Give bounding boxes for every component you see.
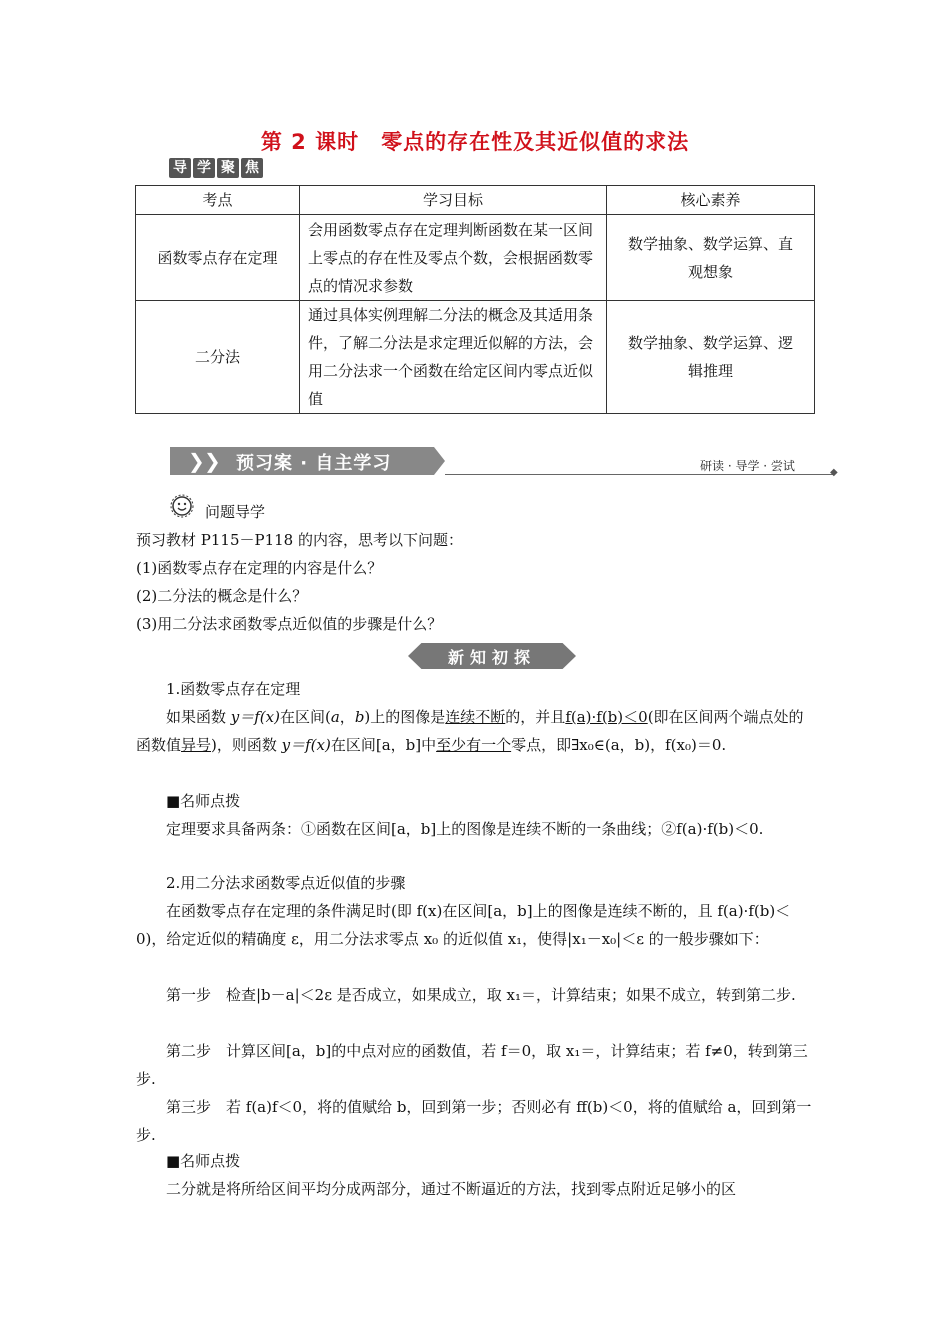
tip-heading: ■名师点拨 bbox=[166, 1152, 241, 1170]
blank-answer: 至少有一个 bbox=[436, 736, 512, 754]
blank-answer: 异号 bbox=[181, 736, 212, 754]
badge-char: 学 bbox=[193, 158, 215, 178]
table-cell-goal: 会用函数零点存在定理判断函数在某一区间上零点的存在性及零点个数，会根据函数零点的情况求参数 bbox=[300, 215, 607, 301]
new-knowledge-badge bbox=[408, 643, 576, 669]
text-run: ， bbox=[339, 708, 355, 726]
tip-text: 二分就是将所给区间平均分成两部分，通过不断逼近的方法，找到零点附近足够小的区 bbox=[166, 1180, 737, 1198]
badge-label: 新知初探 bbox=[447, 648, 536, 667]
table-row bbox=[136, 301, 815, 414]
question-item: (2)二分法的概念是什么？ bbox=[136, 587, 308, 605]
section-badge bbox=[169, 158, 263, 178]
question-item: (1)函数零点存在定理的内容是什么？ bbox=[136, 559, 383, 577]
banner-title: 预习案 · 自主学习 bbox=[236, 453, 392, 474]
tip-heading: ■名师点拨 bbox=[166, 792, 241, 810]
table-header: 核心素养 bbox=[607, 186, 815, 215]
question-item: (3)用二分法求函数零点近似值的步骤是什么？ bbox=[136, 615, 443, 633]
math-run: a bbox=[330, 708, 340, 726]
badge-char: 焦 bbox=[241, 158, 263, 178]
page-title: 第 2 课时 零点的存在性及其近似值的求法 bbox=[260, 130, 690, 154]
step-item: 第二步 计算区间[a，b]的中点对应的函数值，若 f＝0，取 x₁＝，计算结束；若 f≠0，转到第三步. bbox=[136, 1042, 808, 1088]
math-run: y＝f(x) bbox=[281, 736, 331, 754]
table-row bbox=[136, 215, 815, 301]
text-run: )上的图像是 bbox=[364, 708, 446, 726]
step-item: 第三步 若 f(a)f＜0，将的值赋给 b，回到第一步；否则必有 ff(b)＜0，将的值赋给 a，回到第一步. bbox=[136, 1098, 812, 1144]
text-run: 在区间( bbox=[279, 708, 331, 726]
section-heading: 2.用二分法求函数零点近似值的步骤 bbox=[166, 874, 406, 892]
chevron-right-icon: ❯ bbox=[204, 449, 221, 473]
table-header: 学习目标 bbox=[300, 186, 607, 215]
table-cell-topic: 函数零点存在定理 bbox=[136, 215, 300, 301]
steps-intro: 在函数零点存在定理的条件满足时(即 f(x)在区间[a，b]上的图像是连续不断的，且 f(a)·f(b)＜0)，给定近似的精确度 ε，用二分法求零点 x₀ 的近似值 x₁，使得|x₁－x₀|＜ε 的一般步骤如下： bbox=[136, 902, 791, 948]
step-item: 第一步 检查|b－a|＜2ε 是否成立，如果成立，取 x₁＝，计算结束；如果不成立，转到第二步. bbox=[166, 986, 796, 1004]
diamond-icon: ◆ bbox=[830, 467, 838, 478]
theorem-paragraph bbox=[136, 703, 814, 759]
section-banner bbox=[170, 447, 840, 478]
learning-goals-table bbox=[135, 185, 815, 414]
questions-heading: 问题导学 bbox=[205, 503, 266, 521]
text-run: 如果函数 bbox=[166, 708, 231, 726]
smiley-icon bbox=[170, 494, 194, 518]
blank-answer: f(a)·f(b)＜0 bbox=[565, 708, 648, 726]
text-run: (即在区间两个端点处的函数值 bbox=[136, 708, 804, 754]
table-cell-goal: 通过具体实例理解二分法的概念及其适用条件，了解二分法是求定理近似解的方法，会用二分法求一个函数在给定区间内零点近似值 bbox=[300, 301, 607, 414]
math-run: b bbox=[354, 708, 365, 726]
table-cell-literacy: 数学抽象、数学运算、逻辑推理 bbox=[607, 301, 815, 414]
questions-intro: 预习教材 P115－P118 的内容，思考以下问题： bbox=[136, 531, 463, 549]
badge-char: 聚 bbox=[217, 158, 239, 178]
text-run: )，则函数 bbox=[211, 736, 282, 754]
tip-text: 定理要求具备两条：①函数在区间[a，b]上的图像是连续不断的一条曲线；②f(a)·f(b)＜0. bbox=[166, 820, 764, 838]
banner-subtitle: 研读 · 导学 · 尝试 bbox=[700, 459, 795, 473]
table-cell-topic: 二分法 bbox=[136, 301, 300, 414]
text-run: 零点，即∃x₀∈(a，b)，f(x₀)＝0. bbox=[511, 736, 727, 754]
banner-divider bbox=[445, 474, 835, 475]
blank-answer: 连续不断 bbox=[445, 708, 506, 726]
badge-char: 导 bbox=[169, 158, 191, 178]
text-run: 在区间[a，b]中 bbox=[330, 736, 437, 754]
text-run: 的，并且 bbox=[505, 708, 566, 726]
section-heading: 1.函数零点存在定理 bbox=[166, 680, 301, 698]
table-header-row bbox=[136, 186, 815, 215]
table-header: 考点 bbox=[136, 186, 300, 215]
math-run: y＝f(x) bbox=[230, 708, 280, 726]
table-cell-literacy: 数学抽象、数学运算、直观想象 bbox=[607, 215, 815, 301]
chevron-right-icon: ❯ bbox=[188, 449, 205, 473]
